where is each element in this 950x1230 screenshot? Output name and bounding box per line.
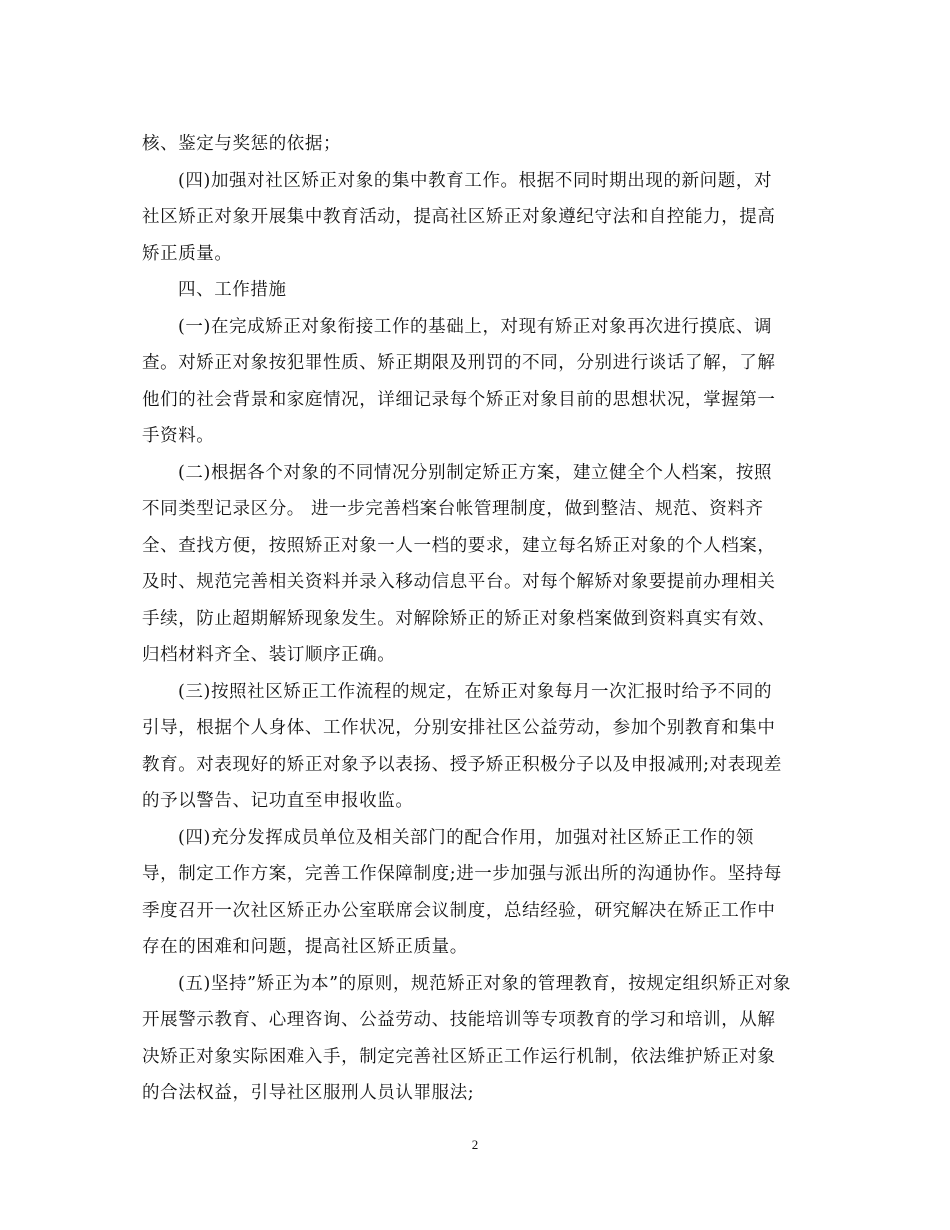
text-line: 他们的社会背景和家庭情况，详细记录每个矫正对象目前的思想状况，掌握第一 xyxy=(142,390,776,410)
text-line: 存在的困难和问题，提高社区矫正质量。 xyxy=(142,937,468,957)
text-line: 矫正质量。 xyxy=(142,244,233,264)
text-line: 不同类型记录区分。 进一步完善档案台帐管理制度，做到整洁、规范、资料齐 xyxy=(142,499,764,519)
text-line: 开展警示教育、心理咨询、公益劳动、技能培训等专项教育的学习和培训，从解 xyxy=(142,1010,776,1030)
text-line: 归档材料齐全、装订顺序正确。 xyxy=(142,645,396,665)
text-line: 的予以警告、记功直至申报收监。 xyxy=(142,791,414,811)
text-line: 社区矫正对象开展集中教育活动，提高社区矫正对象遵纪守法和自控能力，提高 xyxy=(142,207,776,227)
text-line: (二)根据各个对象的不同情况分别制定矫正方案，建立健全个人档案，按照 xyxy=(178,463,773,483)
text-line: 查。对矫正对象按犯罪性质、矫正期限及刑罚的不同，分别进行谈话了解，了解 xyxy=(142,353,776,373)
text-line: (五)坚持”矫正为本”的原则，规范矫正对象的管理教育，按规定组织矫正对象 xyxy=(178,974,792,994)
text-line: 决矫正对象实际困难入手，制定完善社区矫正工作运行机制，依法维护矫正对象 xyxy=(142,1047,776,1067)
text-line: 手资料。 xyxy=(142,426,215,446)
text-line: 及时、规范完善相关资料并录入移动信息平台。对每个解矫对象要提前办理相关 xyxy=(142,572,776,592)
text-line: 的合法权益，引导社区服刑人员认罪服法; xyxy=(142,1083,475,1103)
text-line: (三)按照社区矫正工作流程的规定，在矫正对象每月一次汇报时给予不同的 xyxy=(178,682,773,702)
text-line: 季度召开一次社区矫正办公室联席会议制度，总结经验，研究解决在矫正工作中 xyxy=(142,901,776,921)
text-line: (四)充分发挥成员单位及相关部门的配合作用，加强对社区矫正工作的领 xyxy=(178,828,754,848)
text-line: 手续，防止超期解矫现象发生。对解除矫正的矫正对象档案做到资料真实有效、 xyxy=(142,609,776,629)
text-line: (四)加强对社区矫正对象的集中教育工作。根据不同时期出现的新问题，对 xyxy=(178,171,773,191)
page-number: 2 xyxy=(471,1137,479,1152)
text-line: 引导，根据个人身体、工作状况，分别安排社区公益劳动，参加个别教育和集中 xyxy=(142,718,776,738)
text-line: 导，制定工作方案，完善工作保障制度;进一步加强与派出所的沟通协作。坚持每 xyxy=(142,864,782,884)
section-heading: 四、工作措施 xyxy=(178,280,287,300)
text-line: 核、鉴定与奖惩的依据； xyxy=(142,134,342,154)
text-line: (一)在完成矫正对象衔接工作的基础上，对现有矫正对象再次进行摸底、调 xyxy=(178,317,773,337)
text-line: 教育。对表现好的矫正对象予以表扬、授予矫正积极分子以及申报减刑;对表现差 xyxy=(142,755,782,775)
text-line: 全、查找方便，按照矫正对象一人一档的要求，建立每名矫正对象的个人档案， xyxy=(142,536,776,556)
